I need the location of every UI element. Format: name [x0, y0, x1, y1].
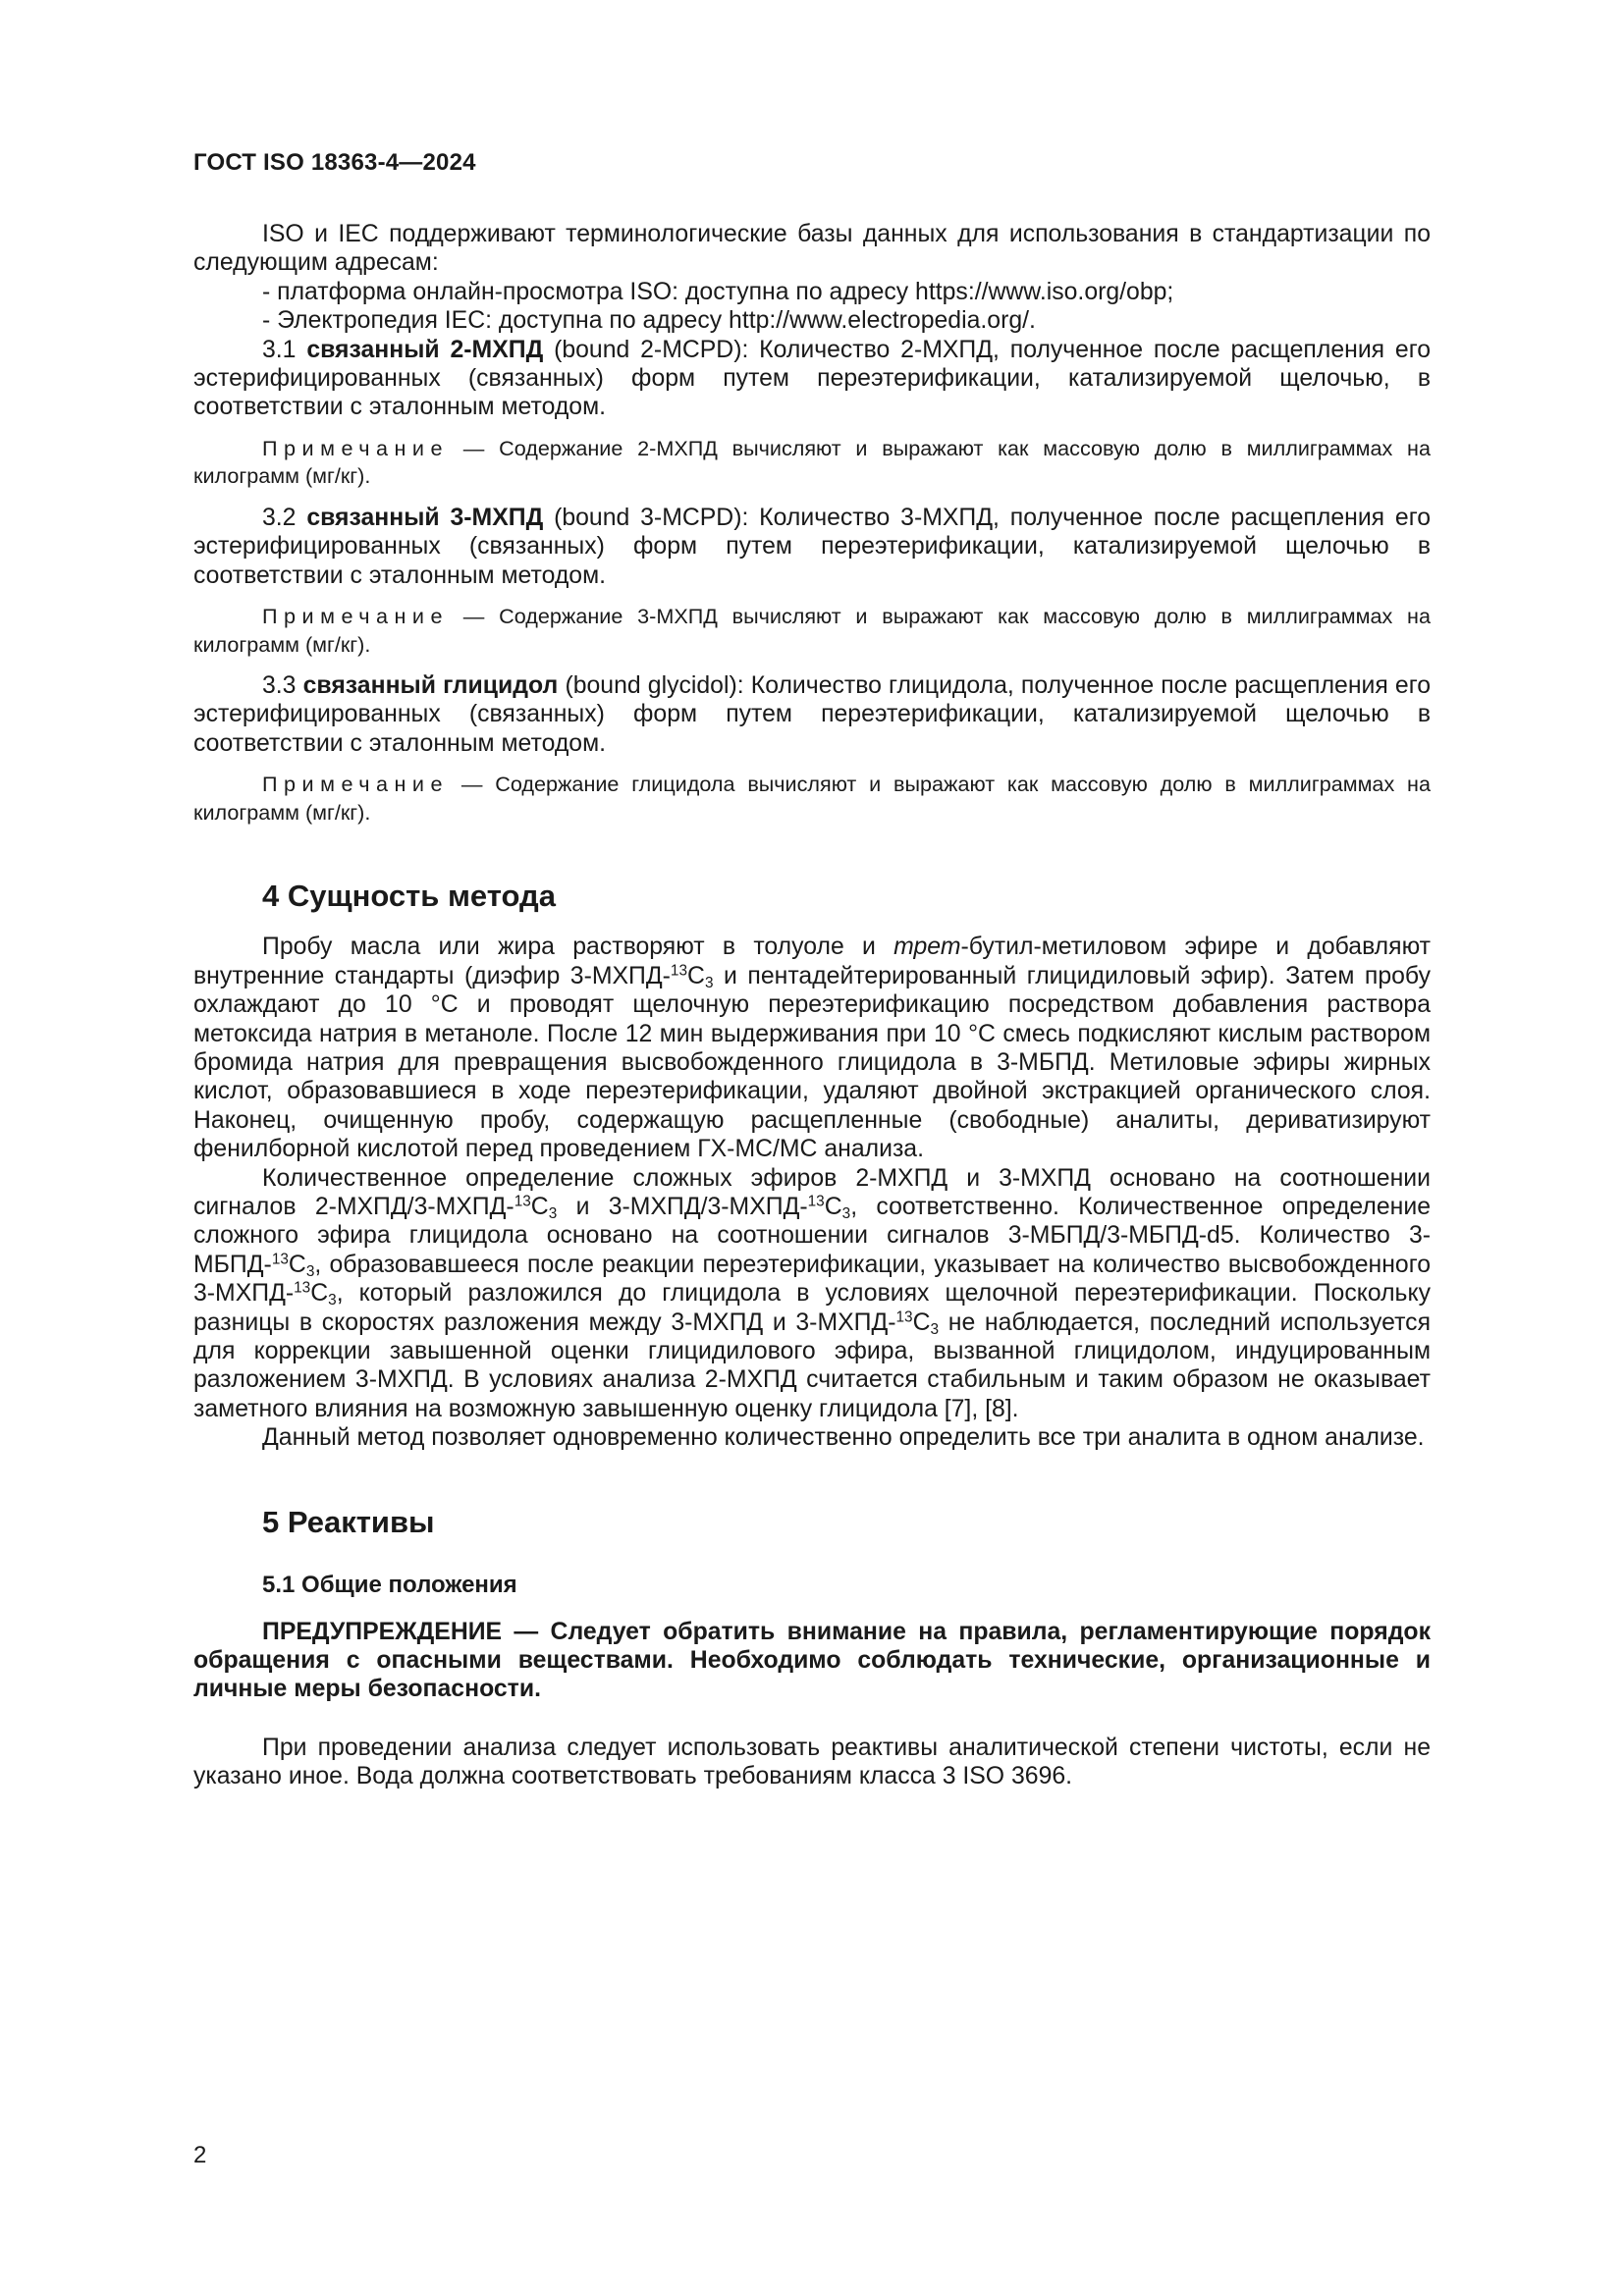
isotope-count: 3 [328, 1292, 337, 1308]
term-note [193, 771, 1431, 827]
text-run: Пробу масла или жира растворяют в толуоле и [262, 934, 894, 961]
isotope-count: 3 [704, 974, 714, 991]
term-def: (bound 2-MCPD): Количество 2-МХПД, полученное после расщепления его эстерифицированных (связанных) форм путем переэтерификации, катализируемой щелочью, в соответствии с эталонным методом. [193, 336, 1432, 421]
section-4-heading: 4 Сущность метода [262, 879, 556, 914]
note-text: — Содержание 2-МХПД вычисляют и выражают как массовую долю в миллиграммах на килограмм (мг/кг). [193, 435, 1431, 489]
isotope-element: C [310, 1280, 329, 1308]
note-label: Примечание [262, 772, 449, 797]
term-def: (bound glycidol): Количество глицидола, полученное после расщепления его эстерифицированных (связанных) форм путем переэтерификации, катализируемой щелочью в соответствии с эталонным методом. [193, 672, 1432, 757]
term-definition-3-1 [193, 336, 1431, 422]
list-item: - платформа онлайн-просмотра ISO: доступна по адресу https://www.iso.org/obp; [262, 278, 1174, 305]
page-number: 2 [193, 2142, 207, 2168]
isotope-mass: 13 [895, 1308, 913, 1326]
term-note [193, 435, 1431, 491]
isotope-count: 3 [930, 1320, 940, 1338]
method-paragraph-1 [193, 933, 1431, 1163]
note-text: — Содержание глицидола вычисляют и выражают как массовую долю в миллиграммах на килограмм (мг/кг). [193, 772, 1431, 825]
section-5-heading: 5 Реактивы [262, 1504, 435, 1539]
note-label: Примечание [262, 604, 449, 629]
term-definition-3-3 [193, 671, 1431, 758]
term-def: (bound 3-MCPD): Количество 3-МХПД, полученное после расщепления его эстерифицированных (связанных) форм путем переэтерификации, катализируемой щелочью в соответствии с эталонным методом. [193, 504, 1432, 589]
isotope-count: 3 [305, 1262, 315, 1280]
term-name: связанный 2-МХПД [306, 336, 544, 363]
text-run: и пентадейтерированный глицидиловый эфир). Затем пробу охлаждают до 10 °С и проводят щелочную переэтерификацию посредством добавления раствора метоксида натрия в метаноле. После 12 мин выдерживания при 10 °С смесь подкисляют кислым раствором бромида натрия для превращения высвобожденного глицидола в 3-МБПД. Метиловые эфиры жирных кислот, образовавшиеся в ходе переэтерификации, удаляют двойной экстракцией органического слоя. Наконец, очищенную пробу, содержащую расщепленные (свободные) аналиты, дериватизируют фенилборной кислотой перед проведением ГХ-МС/МС анализа. [193, 962, 1431, 1163]
text-run: , который разложился до глицидола в условиях щелочной переэтерификации. Поскольку разницы в скоростях разложения между 3-МХПД и 3-МХПД- [193, 1280, 1431, 1336]
isotope-mass: 13 [271, 1251, 289, 1268]
intro-paragraph: ISO и IEC поддерживают терминологические базы данных для использования в стандартизации по следующим адресам: [193, 221, 1431, 277]
isotope-mass: 13 [514, 1193, 531, 1210]
page-body [193, 220, 1431, 1791]
safety-warning: ПРЕДУПРЕЖДЕНИЕ — Следует обратить внимание на правила, регламентирующие порядок обращения с опасными веществами. Необходимо соблюдать технические, организационные и личные меры безопасности. [193, 1618, 1431, 1703]
term-name: связанный глицидол [302, 672, 559, 700]
italic-run: трет [893, 934, 961, 961]
standard-code-header: ГОСТ ISO 18363-4—2024 [193, 149, 476, 176]
text-run: не наблюдается, последний используется для коррекции завышенной оценки глицидилового эфира, вызванной глицидолом, индуцированным разложением 3-МХПД. В условиях анализа 2-МХПД считается стабильным и таким образом не оказывает заметного влияния на возможную завышенную оценку глицидола [7], [8]. [193, 1308, 1431, 1422]
term-name: связанный 3-МХПД [306, 504, 544, 531]
note-label: Примечание [262, 435, 449, 460]
text-run: -бутил-метиловом эфире и добавляют внутренние стандарты (диэфир 3-МХПД- [193, 934, 1431, 989]
term-number: 3.2 [262, 504, 297, 531]
term-note [193, 603, 1431, 659]
method-paragraph-3: Данный метод позволяет одновременно количественно определить все три аналита в одном анализе. [262, 1424, 1425, 1452]
text-run: Количественное определение сложных эфиров 2-МХПД и 3-МХПД основано на соотношении сигналов 2-МХПД/3-МХПД- [193, 1164, 1431, 1220]
isotope-count: 3 [841, 1204, 851, 1222]
isotope-mass: 13 [807, 1193, 825, 1210]
reagents-paragraph: При проведении анализа следует использовать реактивы аналитической степени чистоты, если не указано иное. Вода должна соответствовать требованиям класса 3 ISO 3696. [193, 1734, 1431, 1790]
isotope-element: C [530, 1193, 549, 1220]
method-paragraph-2 [193, 1164, 1431, 1424]
term-definition-3-2 [193, 504, 1431, 590]
isotope-mass: 13 [294, 1279, 311, 1297]
isotope-element: C [912, 1308, 931, 1336]
isotope-count: 3 [548, 1204, 558, 1222]
term-number: 3.1 [262, 336, 297, 363]
term-number: 3.3 [262, 672, 297, 700]
isotope-element: C [824, 1193, 842, 1220]
subsection-5-1-heading: 5.1 Общие положения [262, 1571, 517, 1598]
isotope-element: C [288, 1251, 306, 1278]
note-text: — Содержание 3-МХПД вычисляют и выражают как массовую долю в миллиграммах на килограмм (мг/кг). [193, 604, 1431, 657]
text-run: , образовавшееся после реакции переэтерификации, указывает на количество высвобожденного 3-МХПД- [193, 1251, 1431, 1308]
text-run: и 3-МХПД/3-МХПД- [557, 1193, 808, 1220]
isotope-element: C [687, 962, 705, 989]
isotope-mass: 13 [670, 962, 688, 980]
list-item: - Электропедия IEC: доступна по адресу http://www.electropedia.org/. [262, 307, 1036, 335]
text-run: , соответственно. Количественное определение сложного эфира глицидола основано на соотношении сигналов 3-МБПД/3-МБПД-d5. Количество 3-МБПД- [193, 1193, 1431, 1278]
